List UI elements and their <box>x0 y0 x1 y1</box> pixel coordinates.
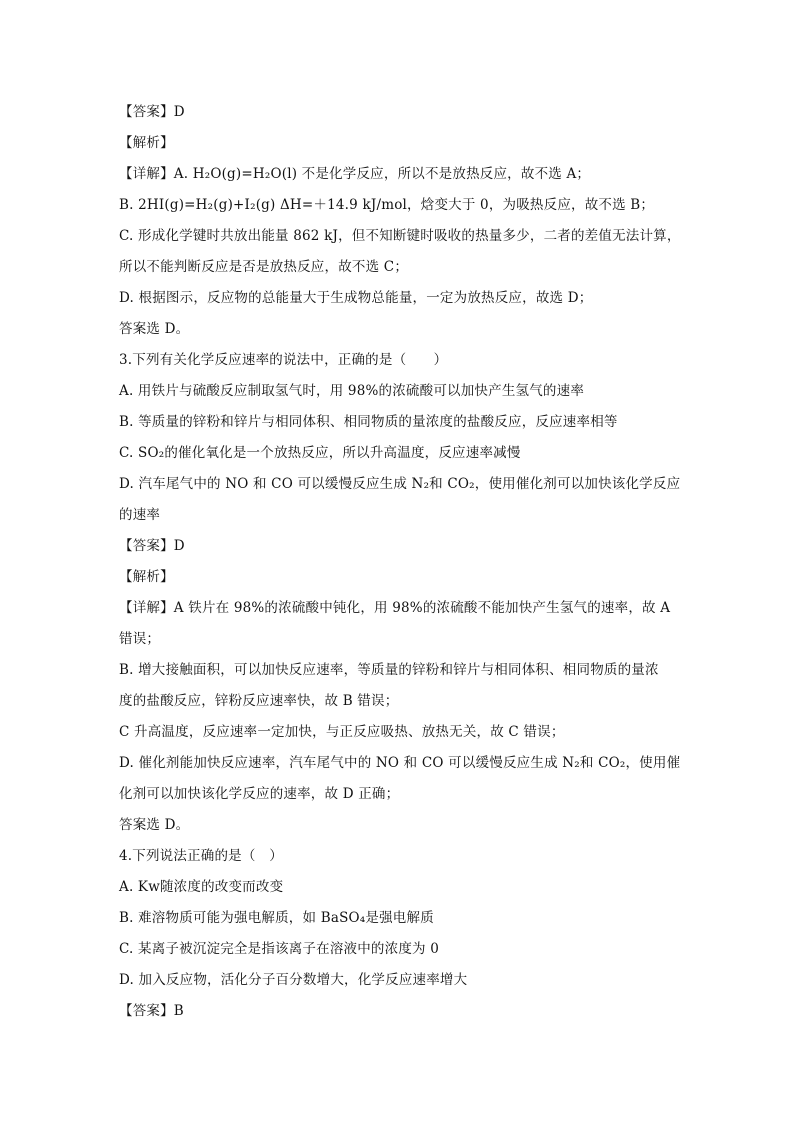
detail-b-3-cont: 度的盐酸反应，锌粉反应速率快，故 B 错误； <box>119 693 399 709</box>
detail-a-1: 【详解】A. H₂O(g)=H₂O(l) 不是化学反应，所以不是放热反应，故不选 A； <box>119 166 591 182</box>
detail-a-3-cont: 错误； <box>119 631 161 647</box>
detail-c-3: C 升高温度，反应速率一定加快，与正反应吸热、放热无关，故 C 错误； <box>119 724 565 740</box>
analysis-label-3: 【解析】 <box>119 569 174 585</box>
answer-label-3: 【答案】D <box>119 538 185 554</box>
question-3: 3.下列有关化学反应速率的说法中，正确的是（ ） <box>119 352 448 368</box>
detail-a-3: 【详解】A 铁片在 98%的浓硫酸中钝化，用 98%的浓硫酸不能加快产生氢气的速率，故 A <box>119 600 671 616</box>
option-3d: D. 汽车尾气中的 NO 和 CO 可以缓慢反应生成 N₂和 CO₂，使用催化剂可以加快该化学反应 <box>119 476 681 492</box>
conclusion-3: 答案选 D。 <box>119 817 190 833</box>
detail-b-1: B. 2HI(g)=H₂(g)+I₂(g) ΔH=＋14.9 kJ/mol，焓变大于 0，为吸热反应，故不选 B； <box>119 197 655 213</box>
conclusion-1: 答案选 D。 <box>119 321 190 337</box>
option-3d-cont: 的速率 <box>119 507 161 523</box>
option-3a: A. 用铁片与硫酸反应制取氢气时，用 98%的浓硫酸可以加快产生氢气的速率 <box>119 383 585 399</box>
analysis-label-1: 【解析】 <box>119 135 174 151</box>
question-4: 4.下列说法正确的是（ ） <box>119 848 283 864</box>
option-4d: D. 加入反应物，活化分子百分数增大，化学反应速率增大 <box>119 972 468 988</box>
detail-b-3: B. 增大接触面积，可以加快反应速率，等质量的锌粉和锌片与相同体积、相同物质的量浓 <box>119 662 659 678</box>
option-3c: C. SO₂的催化氧化是一个放热反应，所以升高温度，反应速率减慢 <box>119 445 521 461</box>
detail-d-3-cont: 化剂可以加快该化学反应的速率，故 D 正确； <box>119 786 400 802</box>
option-4c: C. 某离子被沉淀完全是指该离子在溶液中的浓度为 0 <box>119 941 440 957</box>
answer-label-1: 【答案】D <box>119 104 185 120</box>
option-4b: B. 难溶物质可能为强电解质，如 BaSO₄是强电解质 <box>119 910 434 926</box>
answer-label-4: 【答案】B <box>119 1003 184 1019</box>
detail-c-1: C. 形成化学键时共放出能量 862 kJ，但不知断键时吸收的热量多少，二者的差值无法计算， <box>119 228 681 244</box>
detail-d-1: D. 根据图示，反应物的总能量大于生成物总能量，一定为放热反应，故选 D； <box>119 290 593 306</box>
option-3b: B. 等质量的锌粉和锌片与相同体积、相同物质的量浓度的盐酸反应，反应速率相等 <box>119 414 618 430</box>
option-4a: A. Kw随浓度的改变而改变 <box>119 879 284 895</box>
detail-c-1-cont: 所以不能判断反应是否是放热反应，故不选 C； <box>119 259 409 275</box>
detail-d-3: D. 催化剂能加快反应速率，汽车尾气中的 NO 和 CO 可以缓慢反应生成 N₂和 CO₂，使用催 <box>119 755 681 771</box>
